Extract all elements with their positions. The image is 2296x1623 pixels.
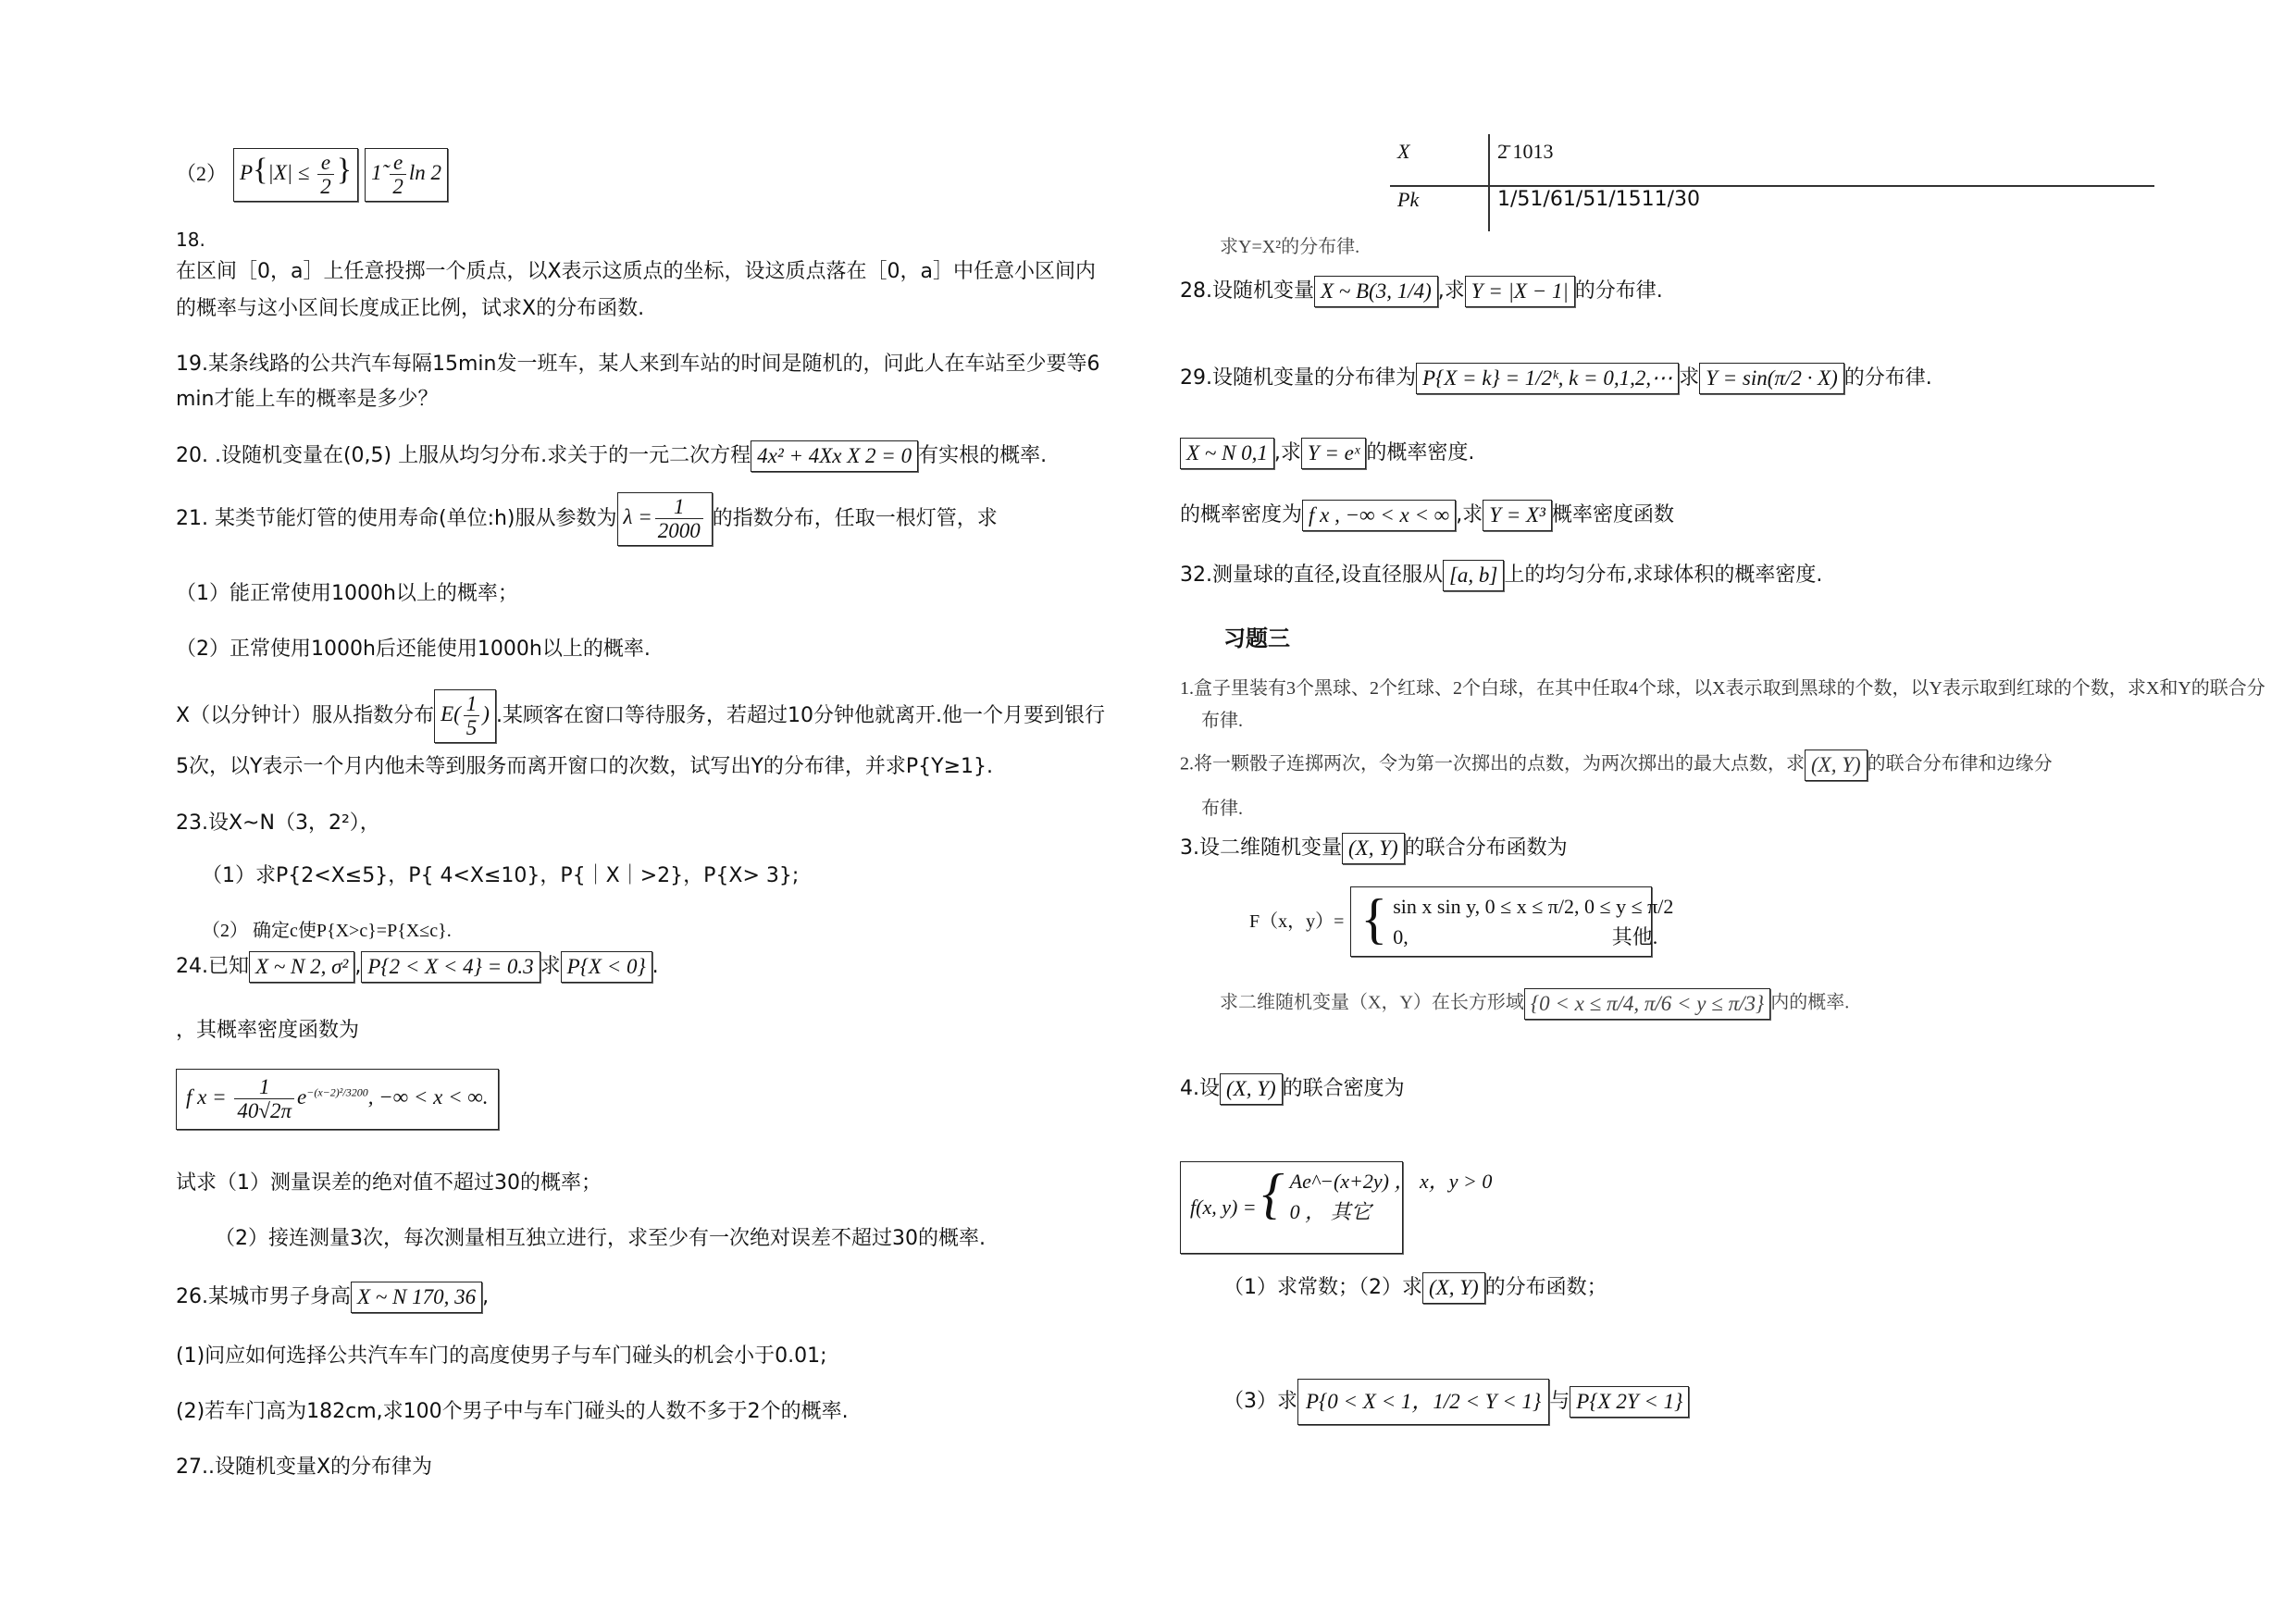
- ex3-q3-intro: 3.设二维随机变量 (X, Y) 的联合分布函数为: [1180, 833, 1568, 864]
- q22-line2: 5次，以Y表示一个月内他未等到服务而离开窗口的次数，试写出Y的分布律，并求P{Y≥1}.: [176, 755, 993, 778]
- table-row1-values: 2̄ 1013: [1497, 140, 1554, 163]
- q26: 26.某城市男子身高 X ~ N 170, 36 ,: [176, 1282, 489, 1313]
- q32: 32.测量球的直径,设直径服从 [a, b] 上的均匀分布,求球体积的概率密度.: [1180, 560, 1822, 591]
- table-row1-head: X: [1397, 140, 1410, 163]
- q23-part1: （1）求P{2<X≤5}，P{ 4<X≤10}，P{｜X｜>2}，P{X> 3};: [202, 864, 800, 887]
- q21: 21. 某类节能灯管的使用寿命(单位:h)服从参数为 λ = $\frac{1}{2000}$ 的指数分布，任取一根灯管，求: [176, 492, 998, 546]
- q24-normal-formula: X ~ N 2, σ²: [249, 951, 354, 983]
- q29-y-formula: Y = sin(π/2 · X): [1699, 363, 1844, 394]
- q32-interval-formula: [a, b]: [1443, 560, 1504, 591]
- q18-number: 18.: [176, 229, 205, 251]
- ex3-q4-density: [1180, 1161, 1493, 1254]
- q28-y-formula: Y = |X − 1|: [1465, 276, 1575, 307]
- q24-prob-formula: P{2 < X < 4} = 0.3: [361, 951, 540, 983]
- q30-normal-formula: X ~ N 0,1: [1180, 438, 1274, 469]
- ex3-q3-cdf-cases: { sin x sin y, 0 ≤ x ≤ π/2, 0 ≤ y ≤ π/2 0, 其他.: [1350, 886, 1651, 957]
- ex3-q4-xy-formula-2: (X, Y): [1422, 1272, 1485, 1304]
- table-row2-values: 1/51/61/51/1511/30: [1497, 188, 1701, 211]
- left-brace-icon: {: [1360, 888, 1388, 949]
- ex3-q4-intro: 4.设 (X, Y) 的联合密度为: [1180, 1073, 1405, 1105]
- q23-part2: （2） 确定c使P{X>c}=P{X≤c}.: [202, 921, 452, 941]
- q31-y-formula: Y = X³: [1483, 500, 1552, 531]
- q26-normal-formula: X ~ N 170, 36: [351, 1282, 482, 1313]
- q22-exp-formula: E( $\frac{1}{5}$ ): [434, 689, 496, 743]
- q30-y-formula: Y = eˣ: [1301, 438, 1367, 469]
- q18-line2: 的概率与这小区间长度成正比例，试求X的分布函数.: [176, 297, 645, 320]
- ex3-q4-density-cases: f(x, y) = { Ae^−(x+2y) ， x，y > 0 0 ， 其它: [1180, 1161, 1403, 1254]
- left-brace-icon: {: [1261, 1163, 1285, 1224]
- q21-lambda-formula: λ = $\frac{1}{2000}$: [617, 492, 713, 546]
- ex3-q1-line2: 布律.: [1201, 711, 1243, 731]
- ex3-q3-region-formula: {0 < x ≤ π/4, π/6 < y ≤ π/3}: [1524, 988, 1770, 1020]
- q18-line1: 在区间［0，a］上任意投掷一个质点，以X表示这质点的坐标，设这质点落在［0，a］中任意小区间内: [176, 260, 1097, 283]
- q28-binomial-formula: X ~ B(3, 1/4): [1314, 276, 1438, 307]
- ex3-q2-xy-formula: (X, Y): [1805, 750, 1868, 781]
- q25-density: [176, 1069, 499, 1130]
- q24: 24.已知 X ~ N 2, σ² , P{2 < X < 4} = 0.3 求 P{X < 0} .: [176, 951, 659, 983]
- q20: 20. .设随机变量在(0,5) 上服从均匀分布.求关于的一元二次方程 4x² + 4Xx X 2 = 0 有实根的概率.: [176, 440, 1047, 472]
- q29-pmf-formula: P{X = k} = 1/2ᵏ, k = 0,1,2,⋯: [1416, 363, 1679, 394]
- q21-part2: （2）正常使用1000h后还能使用1000h以上的概率.: [176, 638, 651, 661]
- table-vertical-rule: [1488, 134, 1490, 231]
- q17-part2: [176, 148, 448, 202]
- ex3-q4-prob1-formula: P{0 < X < 1，1/2 < Y < 1}: [1297, 1379, 1549, 1425]
- q27-tail: 求Y=X²的分布律.: [1220, 237, 1360, 257]
- q27-intro: 27..设随机变量X的分布律为: [176, 1456, 433, 1479]
- q30: X ~ N 0,1 ,求 Y = eˣ 的概率密度.: [1180, 438, 1474, 469]
- ex3-q4-part3: （3）求 P{0 < X < 1，1/2 < Y < 1} 与 P{X 2Y < 1}: [1223, 1379, 1689, 1425]
- ex3-q4-prob2-formula: P{X 2Y < 1}: [1570, 1386, 1689, 1418]
- q24-target-formula: P{X < 0}: [561, 951, 652, 983]
- q31: 的概率密度为 f x , −∞ < x < ∞ ,求 Y = X³ 概率密度函数: [1180, 500, 1674, 531]
- q17-part2-label: （2）: [176, 161, 228, 185]
- q20-equation: 4x² + 4Xx X 2 = 0: [751, 440, 918, 472]
- q19-line2: min才能上车的概率是多少？: [176, 388, 439, 411]
- right-column: [1148, 0, 2296, 1623]
- q23-line0: 23.设X~N（3，2²），: [176, 812, 380, 835]
- q26-part1: (1)问应如何选择公共汽车车门的高度使男子与车门碰头的机会小于0.01;: [176, 1344, 827, 1368]
- q25-part1: 试求（1）测量误差的绝对值不超过30的概率；: [176, 1171, 602, 1195]
- q21-part1: （1）能正常使用1000h以上的概率；: [176, 582, 518, 605]
- q22-line1: X（以分钟计）服从指数分布 E( $\frac{1}{5}$ ) .某顾客在窗口等待服务，若超过10分钟他就离开.他一个月要到银行: [176, 689, 1105, 743]
- q25-intro: ，其概率密度函数为: [176, 1019, 360, 1042]
- q31-density-formula: f x , −∞ < x < ∞: [1302, 500, 1456, 531]
- q25-part2: （2）接连测量3次，每次测量相互独立进行，求至少有一次绝对误差不超过30的概率.: [215, 1227, 986, 1250]
- ex3-q3-xy-formula: (X, Y): [1342, 833, 1405, 864]
- q17-prob-formula: P{|X| ≤ $\frac{e}{2}$ }: [233, 148, 358, 202]
- ex3-q3-cdf: F（x，y）= { sin x sin y, 0 ≤ x ≤ π/2, 0 ≤ y ≤ π/2 0, 其他.: [1249, 886, 1652, 957]
- q26-part2: (2)若车门高为182cm,求100个男子中与车门碰头的人数不多于2个的概率.: [176, 1400, 849, 1423]
- q17-result-formula: 1̃ $\frac{e}{2}$ ln 2: [365, 148, 448, 202]
- ex3-q1-line1: 1.盒子里装有3个黑球、2个红球、2个白球，在其中任取4个球，以X表示取到黑球的个数，以Y表示取到红球的个数，求X和Y的联合分: [1180, 678, 2265, 699]
- ex3-q3-question: 求二维随机变量（X，Y）在长方形域 {0 < x ≤ π/4, π/6 < y ≤ π/3} 内的概率.: [1220, 988, 1849, 1020]
- table-row2-head: Pk: [1397, 188, 1420, 211]
- ex3-q4-xy-formula: (X, Y): [1220, 1073, 1283, 1105]
- ex3-q2-line1: 2.将一颗骰子连掷两次，令为第一次掷出的点数，为两次掷出的最大点数，求 (X, Y) 的联合分布律和边缘分: [1180, 750, 2053, 781]
- q25-density-formula: f x = $\frac{1}{40√2\pi}$ $e^{-(x-2)^2/3200}$, −∞ < x < ∞.: [176, 1069, 499, 1130]
- q29: 29.设随机变量的分布律为 P{X = k} = 1/2ᵏ, k = 0,1,2,⋯ 求 Y = sin(π/2 · X) 的分布律.: [1180, 363, 1932, 394]
- ex3-q4-parts12: （1）求常数；（2）求 (X, Y) 的分布函数；: [1223, 1272, 1607, 1304]
- ex3-q2-line2: 布律.: [1201, 799, 1243, 819]
- exercise-3-title: 习题三: [1223, 626, 1290, 651]
- q28: 28.设随机变量 X ~ B(3, 1/4) ,求 Y = |X − 1| 的分布律.: [1180, 276, 1663, 307]
- q19-line1: 19.某条线路的公共汽车每隔15min发一班车，某人来到车站的时间是随机的，问此人在车站至少要等6: [176, 353, 1100, 376]
- table-horizontal-rule: [1390, 185, 2154, 187]
